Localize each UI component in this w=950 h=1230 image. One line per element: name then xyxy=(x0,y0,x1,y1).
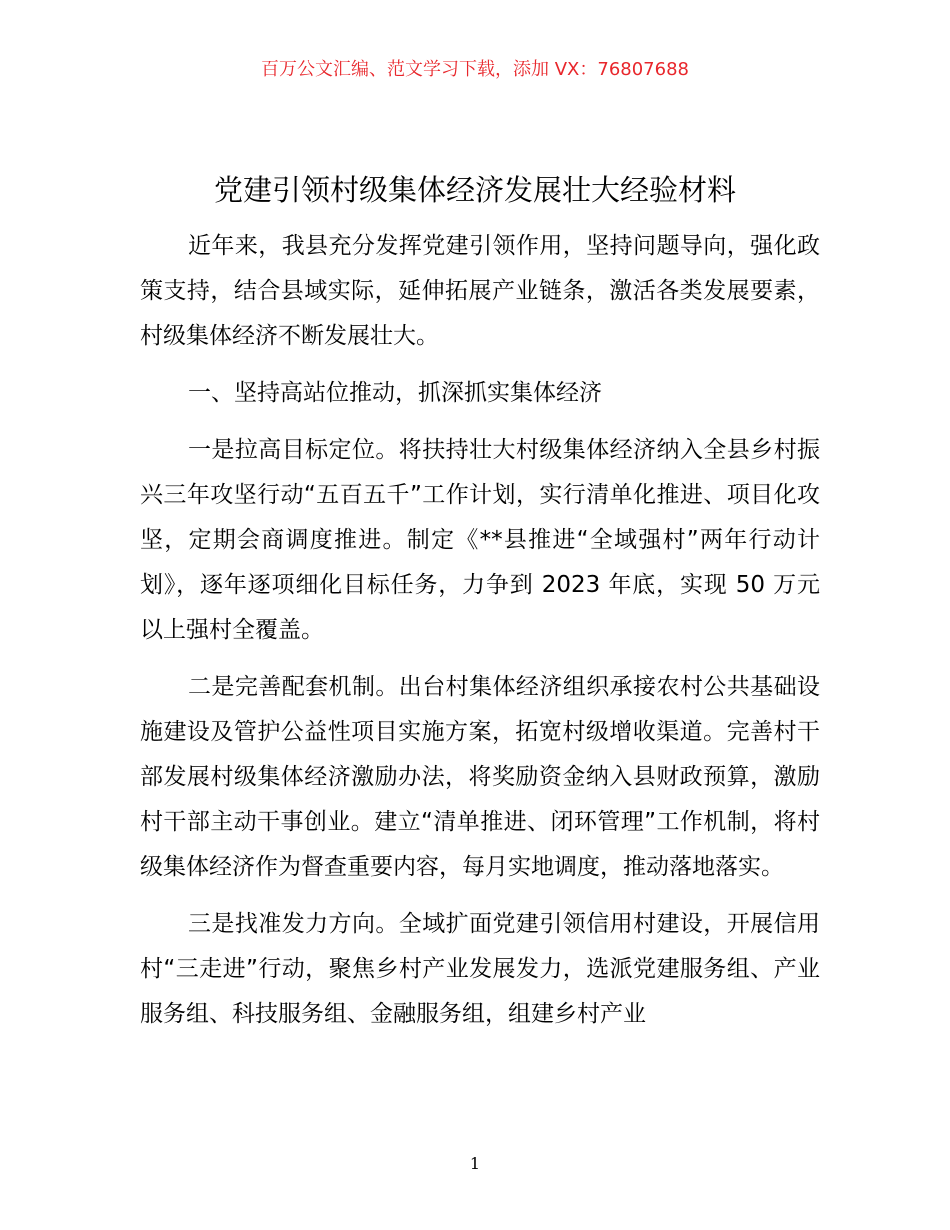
header-banner: 百万公文汇编、范文学习下载，添加 VX：76807688 xyxy=(261,59,689,80)
document-body xyxy=(140,224,820,1049)
body-paragraph: 三是找准发力方向。全域扩面党建引领信用村建设，开展信用村“三走进”行动，聚焦乡村产业发展发力，选派党建服务组、产业服务组、科技服务组、金融服务组，组建乡村产业 xyxy=(140,911,820,1027)
body-paragraph: 二是完善配套机制。出台村集体经济组织承接农村公共基础设施建设及管护公益性项目实施方案，拓宽村级增收渠道。完善村干部发展村级集体经济激励办法，将奖励资金纳入县财政预算，激励村干部主动干事创业。建立“清单推进、闭环管理”工作机制，将村级集体经济作为督查重要内容，每月实地调度，推动落地落实。 xyxy=(140,674,820,880)
section-heading: 一、坚持高站位推动，抓深抓实集体经济 xyxy=(188,380,602,406)
document-title: 党建引领村级集体经济发展壮大经验材料 xyxy=(213,173,736,207)
page-number: 1 xyxy=(469,1154,481,1173)
intro-paragraph: 近年来，我县充分发挥党建引领作用，坚持问题导向，强化政策支持，结合县域实际，延伸拓展产业链条，激活各类发展要素，村级集体经济不断发展壮大。 xyxy=(140,233,820,349)
body-paragraph: 一是拉高目标定位。将扶持壮大村级集体经济纳入全县乡村振兴三年攻坚行动“五百五千”工作计划，实行清单化推进、项目化攻坚，定期会商调度推进。制定《**县推进“全域强村”两年行动计划》，逐年逐项细化目标任务，力争到 2023 年底，实现 50 万元以上强村全覆盖。 xyxy=(140,437,820,643)
